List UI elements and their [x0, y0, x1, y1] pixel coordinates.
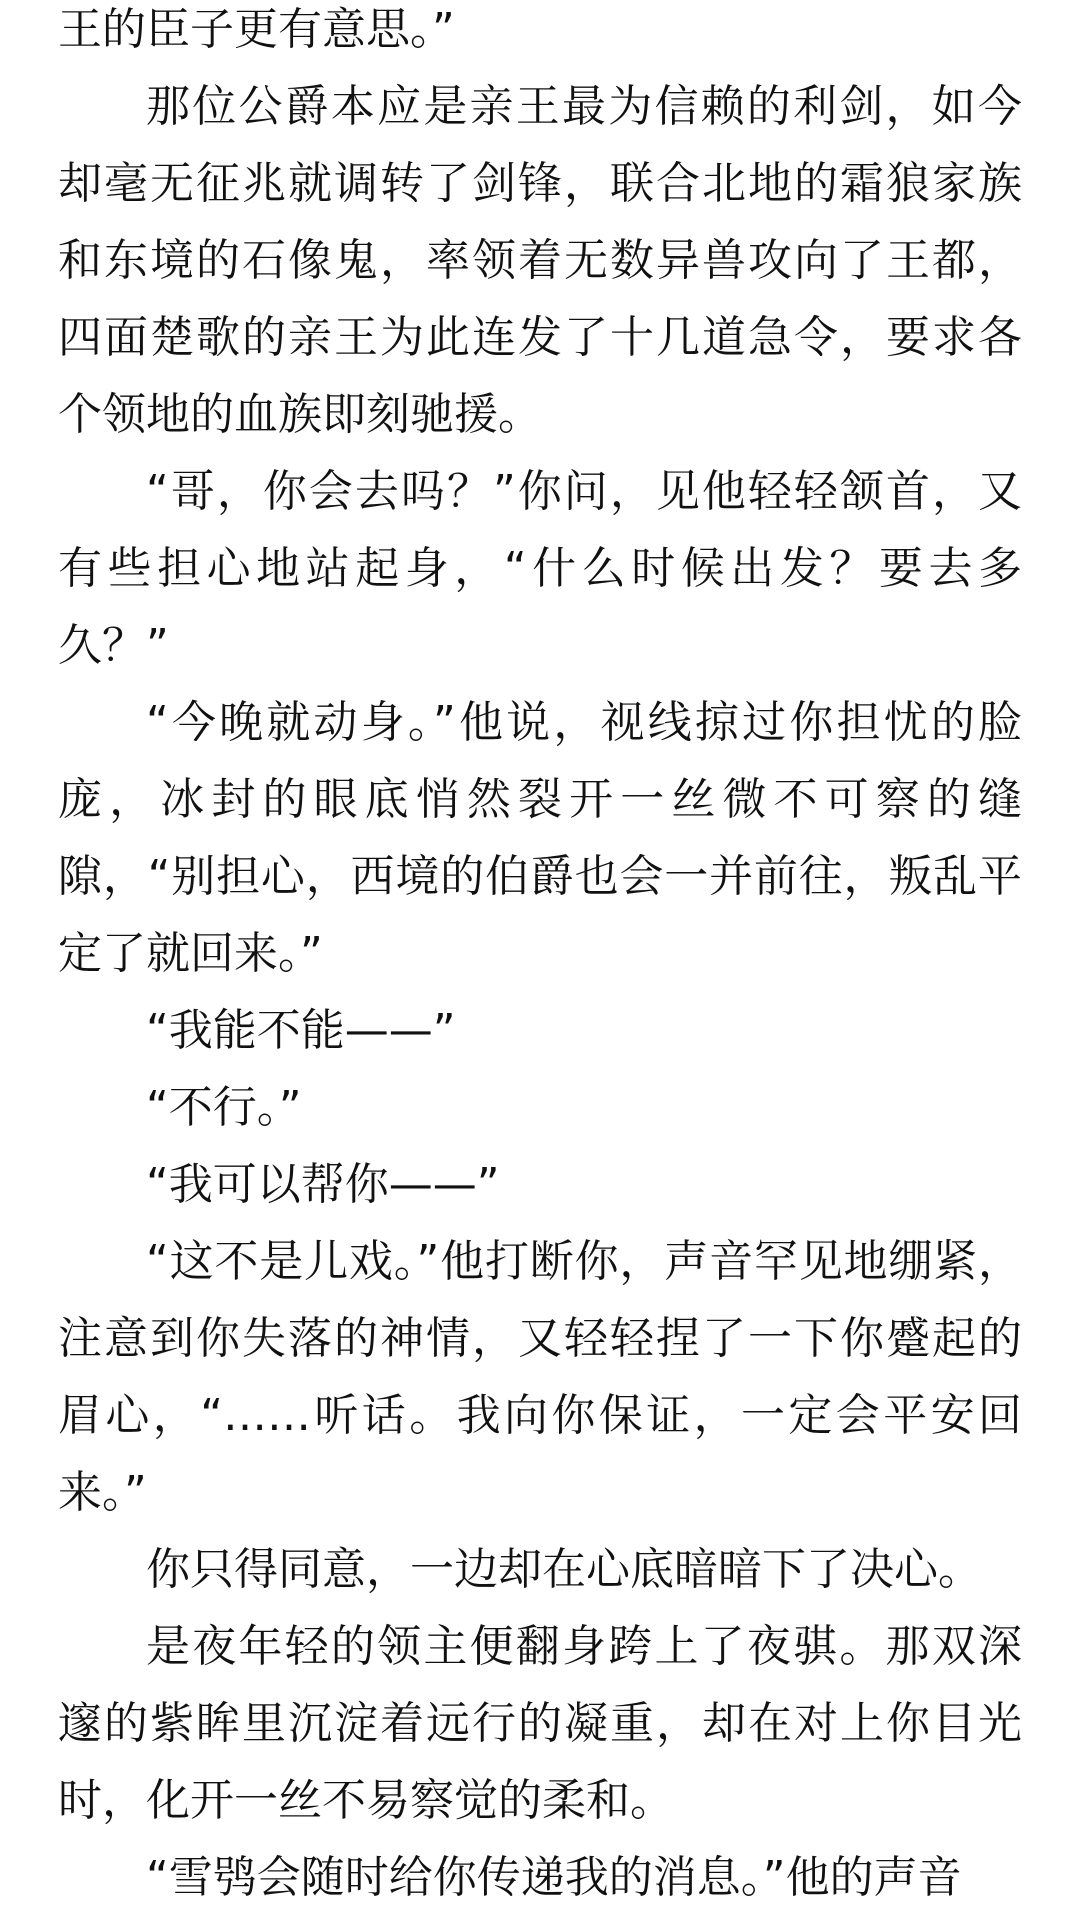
paragraph: “我可以帮你——”: [146, 1159, 500, 1210]
paragraph: “这不是儿戏。”他打断你，声音罕见地绷紧，注意到你失落的神情，又轻轻捏了一下你蹙起的眉心，“……听话。我向你保证，一定会平安回来。”: [58, 1236, 1022, 1518]
paragraph: 是夜年轻的领主便翻身跨上了夜骐。那双深邃的紫眸里沉淀着远行的凝重，却在对上你目光时，化开一丝不易察觉的柔和。: [58, 1621, 1022, 1826]
paragraph: “我能不能——”: [146, 1005, 456, 1056]
paragraph: “雪鸮会随时给你传递我的消息。”他的声音: [146, 1852, 962, 1903]
paragraph: “哥，你会去吗？”你问，见他轻轻颔首，又有些担心地站起身，“什么时候出发？要去多久？”: [58, 466, 1022, 671]
paragraph: “今晚就动身。”他说，视线掠过你担忧的脸庞，冰封的眼底悄然裂开一丝微不可察的缝隙，“别担心，西境的伯爵也会一并前往，叛乱平定了就回来。”: [58, 697, 1022, 979]
paragraph: “不行。”: [146, 1082, 302, 1133]
paragraph: 那位公爵本应是亲王最为信赖的利剑，如今却毫无征兆就调转了剑锋，联合北地的霜狼家族和东境的石像鬼，率领着无数异兽攻向了王都，四面楚歌的亲王为此连发了十几道急令，要求各个领地的血族即刻驰援。: [58, 81, 1022, 440]
story-text: [58, 0, 1022, 1916]
paragraph: 你只得同意，一边却在心底暗暗下了决心。: [146, 1544, 982, 1595]
paragraph: 王的臣子更有意思。”: [58, 4, 455, 55]
